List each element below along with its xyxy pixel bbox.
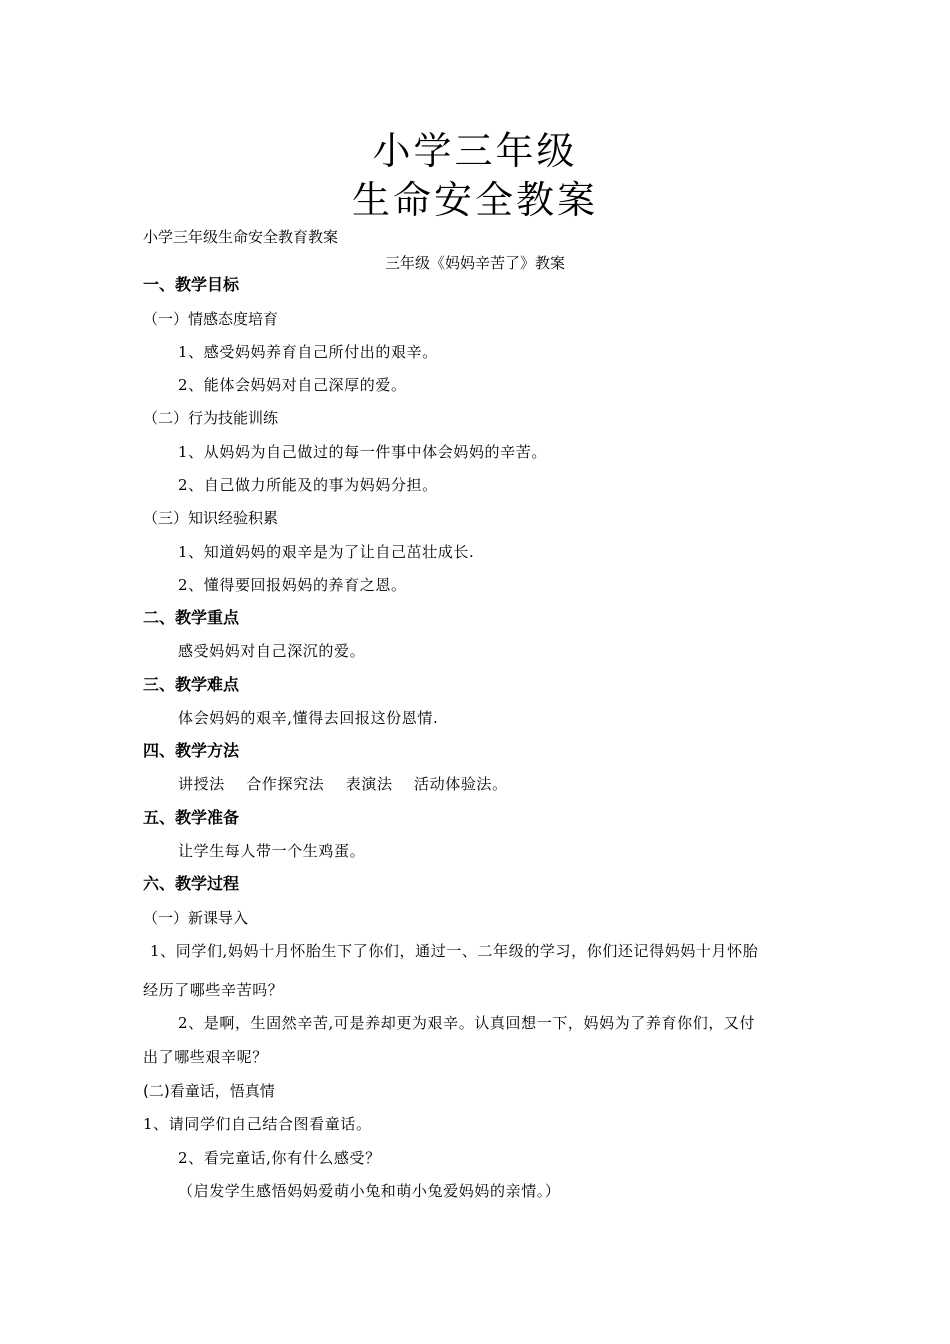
doc-title-line2: 生命安全教案	[351, 178, 598, 222]
paragraph-line: 出了哪些艰辛呢？	[143, 1048, 268, 1066]
list-item: 2、懂得要回报妈妈的养育之恩。	[178, 576, 407, 594]
list-item: 1、从妈妈为自己做过的每一件事中体会妈妈的辛苦。	[178, 443, 547, 461]
section-text: 感受妈妈对自己深沉的爱。	[178, 642, 366, 660]
section-heading-objectives: 一、教学目标	[143, 275, 240, 294]
section-heading-keypoints: 二、教学重点	[143, 608, 240, 627]
lesson-title: 三年级《妈妈辛苦了》教案	[384, 254, 565, 272]
section-text: 讲授法 合作探究法 表演法 活动体验法。	[178, 775, 508, 793]
subheading-emotion: （一）情感态度培育	[143, 310, 279, 328]
paragraph-line: 2、是啊，生固然辛苦,可是养却更为艰辛。认真回想一下，妈妈为了养育你们，又付	[178, 1014, 756, 1032]
section-heading-process: 六、教学过程	[143, 874, 240, 893]
list-item: 1、感受妈妈养育自己所付出的艰辛。	[178, 343, 438, 361]
section-heading-methods: 四、教学方法	[143, 741, 240, 760]
section-text: 让学生每人带一个生鸡蛋。	[178, 842, 366, 860]
list-item: 2、能体会妈妈对自己深厚的爱。	[178, 376, 407, 394]
doc-subtitle: 小学三年级生命安全教育教案	[143, 228, 339, 246]
list-item: 1、请同学们自己结合图看童话。	[143, 1115, 372, 1133]
paragraph-line: 1、同学们,妈妈十月怀胎生下了你们，通过一、二年级的学习，你们还记得妈妈十月怀胎	[150, 942, 759, 960]
list-item: （启发学生感悟妈妈爱萌小兔和萌小兔爱妈妈的亲情。）	[178, 1182, 561, 1200]
list-item: 2、看完童话,你有什么感受？	[178, 1149, 381, 1167]
subheading-intro: （一）新课导入	[143, 909, 249, 927]
section-heading-difficulties: 三、教学难点	[143, 675, 240, 694]
doc-title-line1: 小学三年级	[372, 129, 578, 173]
section-text: 体会妈妈的艰辛,懂得去回报这份恩情.	[178, 709, 439, 727]
paragraph-line: 经历了哪些辛苦吗？	[143, 981, 284, 999]
subheading-fairy-tale: (二)看童话，悟真情	[143, 1082, 275, 1100]
subheading-knowledge: （三）知识经验积累	[143, 509, 279, 527]
section-heading-preparation: 五、教学准备	[143, 808, 240, 827]
list-item: 1、知道妈妈的艰辛是为了让自己茁壮成长.	[178, 543, 475, 561]
subheading-skills: （二）行为技能训练	[143, 409, 279, 427]
list-item: 2、自己做力所能及的事为妈妈分担。	[178, 476, 438, 494]
